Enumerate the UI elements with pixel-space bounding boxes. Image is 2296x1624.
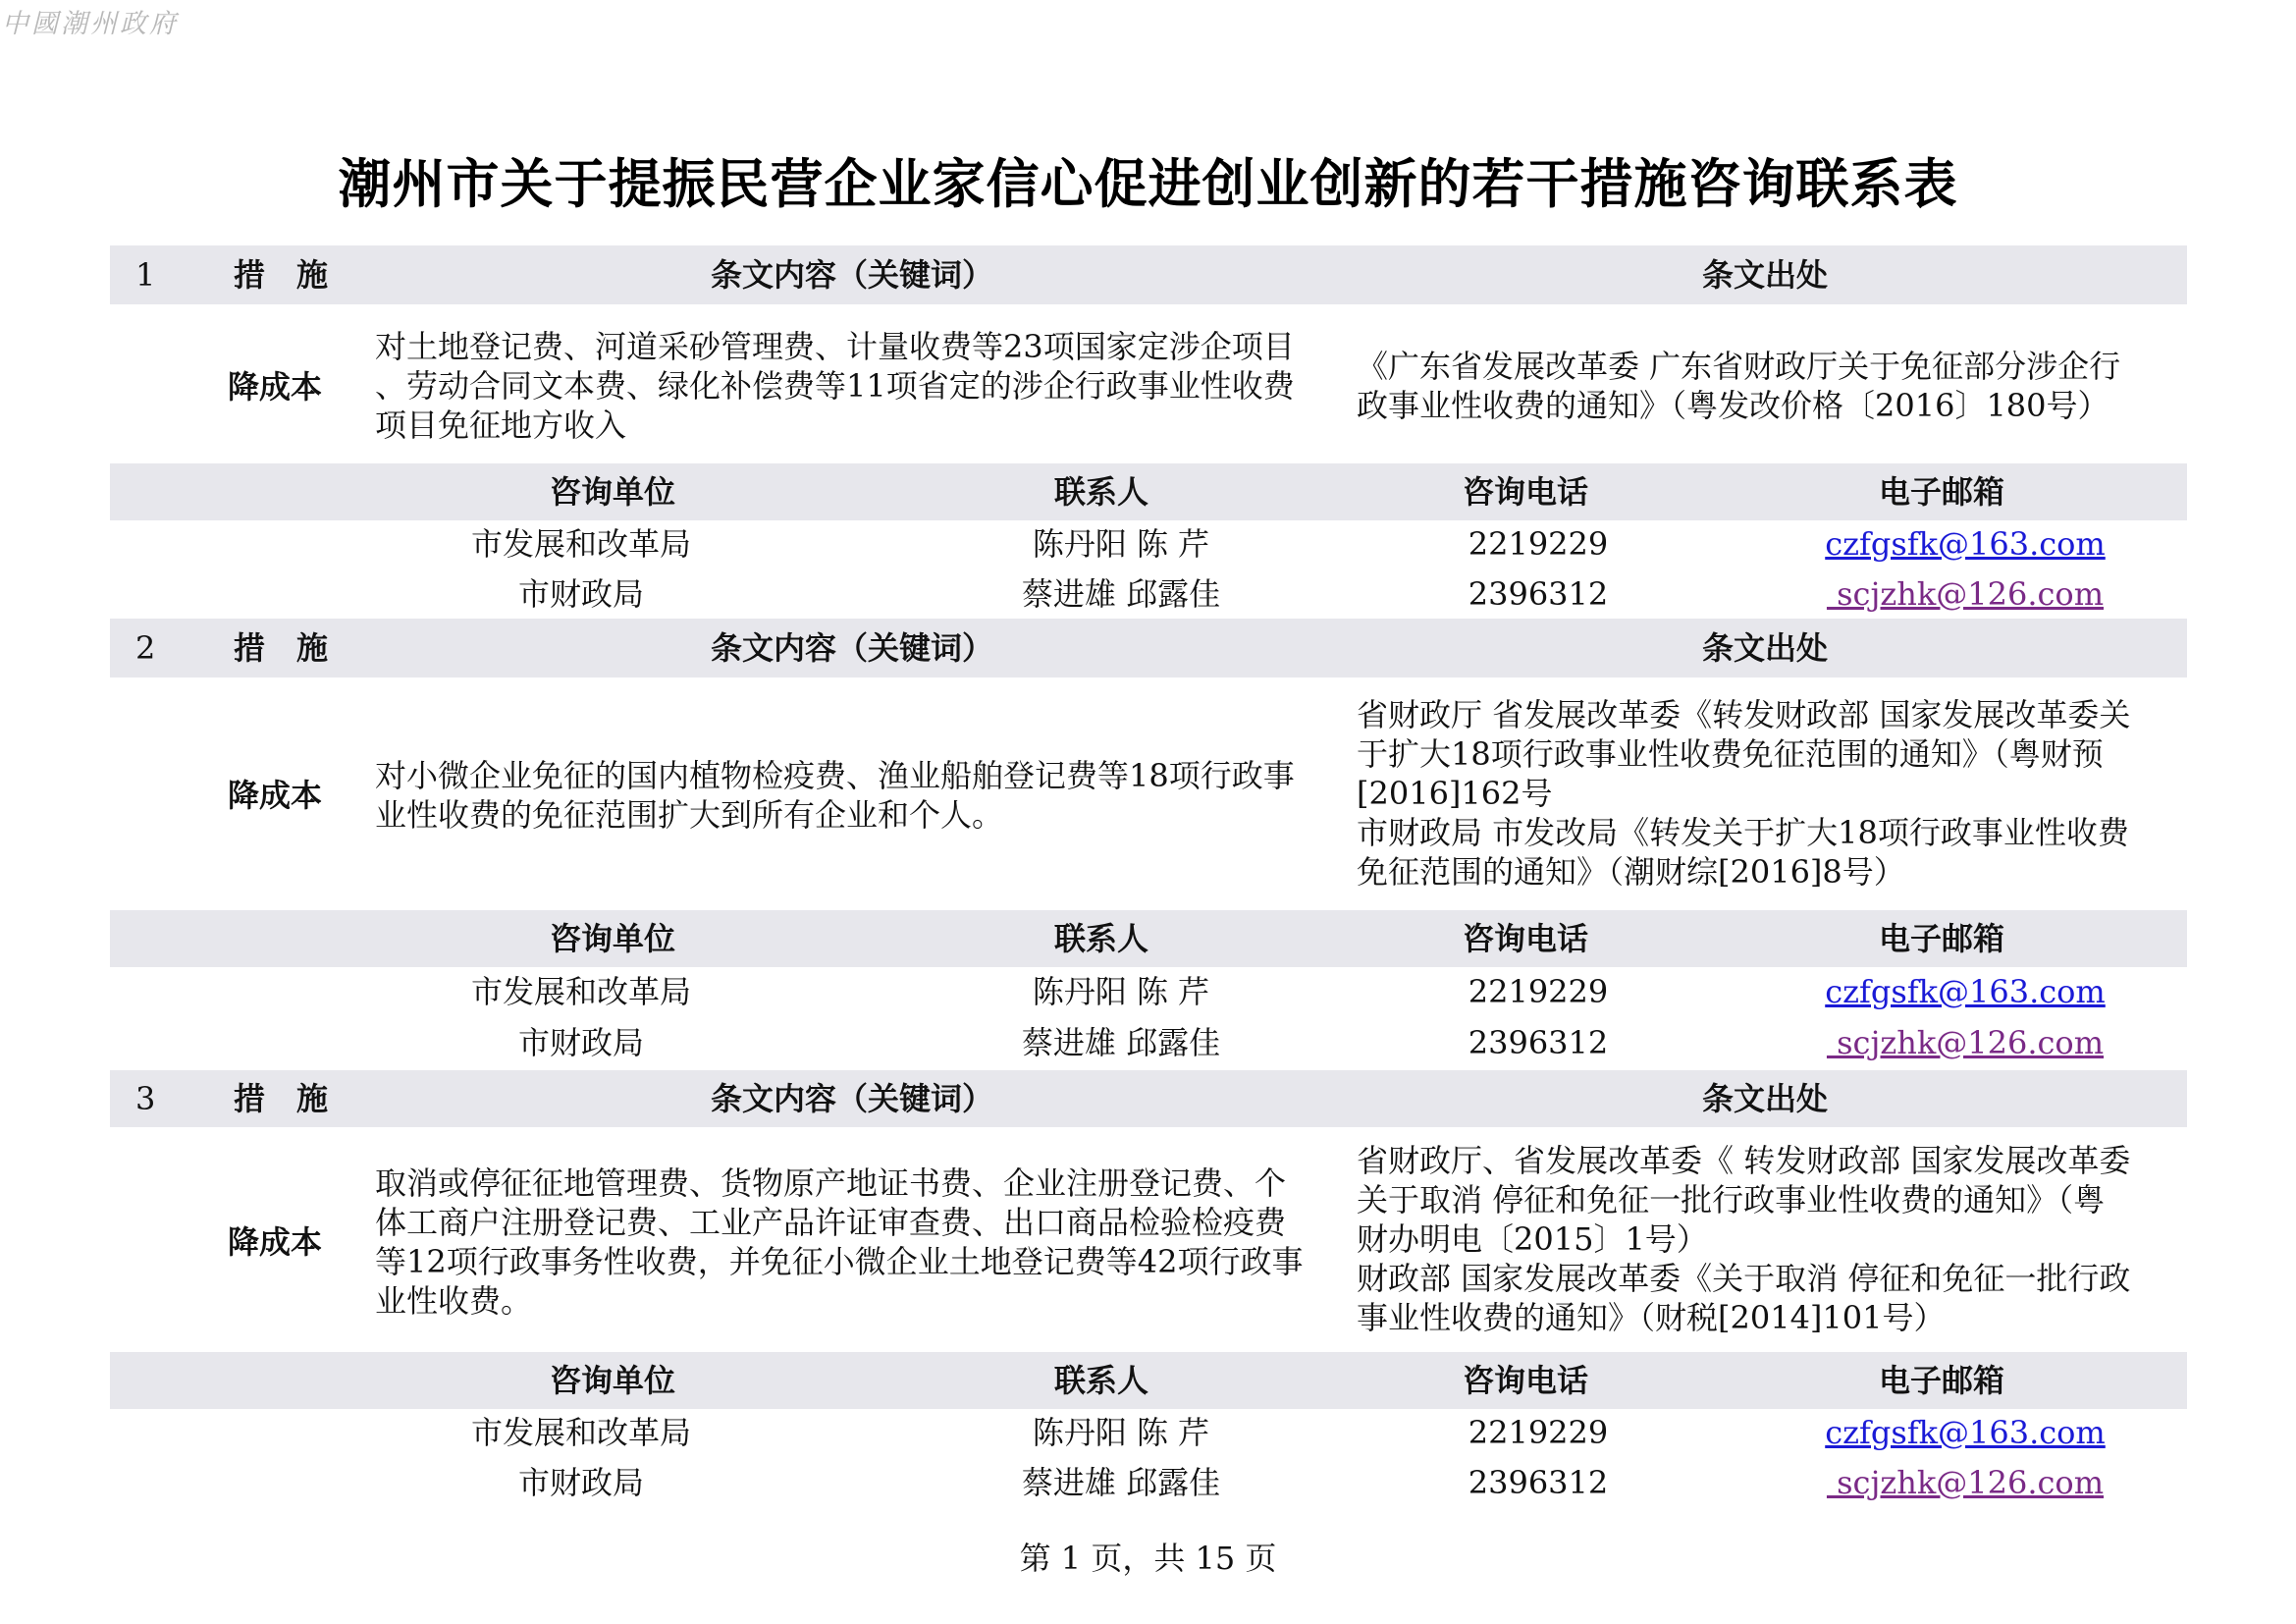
item-number: 2 <box>135 629 156 667</box>
item-number: 3 <box>135 1080 156 1117</box>
measure-block <box>110 245 2187 614</box>
contact-unit: 市发展和改革局 <box>470 525 691 563</box>
contact-person: 陈丹阳 陈 芹 <box>1032 1414 1210 1451</box>
content-line: 对小微企业免征的国内植物检疫费、渔业船舶登记费等18项行政事 <box>375 757 1295 794</box>
content-line: 取消或停征征地管理费、货物原产地证书费、企业注册登记费、个 <box>375 1164 1287 1202</box>
contact-phone: 2396312 <box>1468 575 1609 613</box>
contact-header: 联系人 <box>1054 473 1149 511</box>
content-line: 对土地登记费、河道采砂管理费、计量收费等23项国家定涉企项目 <box>375 328 1295 365</box>
content-line: 体工商户注册登记费、工业产品许证审查费、出口商品检验检疫费 <box>375 1204 1287 1241</box>
measure-label: 降成本 <box>228 1223 323 1261</box>
email-header: 电子邮箱 <box>1879 1362 2005 1399</box>
source-line: 省财政厅 省发展改革委《转发财政部 国家发展改革委关 <box>1357 696 2131 733</box>
contact-person: 蔡进雄 邱露佳 <box>1021 1024 1221 1061</box>
contact-header-row <box>110 463 2187 520</box>
measure-header-row <box>110 1070 2187 1127</box>
email-header: 电子邮箱 <box>1879 920 2005 957</box>
contact-email-link[interactable]: scjzhk@126.com <box>1826 1024 2105 1061</box>
page-footer: 第 1 页，共 15 页 <box>1019 1540 1277 1577</box>
phone-header: 咨询电话 <box>1463 1362 1589 1399</box>
unit-header: 咨询单位 <box>550 473 676 511</box>
contact-email-link[interactable]: czfgsfk@163.com <box>1825 1414 2106 1451</box>
contact-person: 蔡进雄 邱露佳 <box>1021 575 1221 613</box>
contact-email-link[interactable]: czfgsfk@163.com <box>1825 525 2106 563</box>
contact-email-link[interactable]: czfgsfk@163.com <box>1825 973 2106 1010</box>
contact-email-link[interactable]: scjzhk@126.com <box>1826 575 2105 613</box>
contact-phone: 2219229 <box>1468 1414 1609 1451</box>
contact-person: 蔡进雄 邱露佳 <box>1021 1464 1221 1501</box>
content-line: 项目免征地方收入 <box>375 406 627 444</box>
contact-person: 陈丹阳 陈 芹 <box>1032 973 1210 1010</box>
content-line: 等12项行政事务性收费，并免征小微企业土地登记费等42项行政事 <box>375 1243 1304 1280</box>
clause-source <box>1357 1141 2130 1337</box>
measure-header-row <box>110 245 2187 304</box>
contact-header: 联系人 <box>1054 1362 1149 1399</box>
contact-unit: 市财政局 <box>517 1464 644 1501</box>
clause-content <box>375 756 1295 835</box>
source-header: 条文出处 <box>1702 256 1829 294</box>
unit-header: 咨询单位 <box>550 1362 676 1399</box>
contact-phone: 2219229 <box>1468 973 1609 1010</box>
source-line: 市财政局 市发改局《转发关于扩大18项行政事业性收费 <box>1357 814 2129 851</box>
contact-phone: 2219229 <box>1468 525 1609 563</box>
measure-block <box>110 619 2187 1070</box>
source-line: 免征范围的通知》（潮财综[2016]8号） <box>1357 853 1905 891</box>
clause-content <box>375 327 1295 445</box>
contact-person: 陈丹阳 陈 芹 <box>1032 525 1210 563</box>
content-header: 条文内容（关键词） <box>711 629 994 667</box>
source-line: 财政部 国家发展改革委《关于取消 停征和免征一批行政 <box>1357 1260 2131 1297</box>
source-line: 事业性收费的通知》（财税[2014]101号） <box>1357 1299 1946 1336</box>
phone-header: 咨询电话 <box>1463 920 1589 957</box>
measure-header-row <box>110 619 2187 677</box>
clause-source <box>1357 347 2120 425</box>
source-line: 《广东省发展改革委 广东省财政厅关于免征部分涉企行 <box>1357 348 2121 385</box>
measure-block <box>110 1070 2187 1512</box>
content-header: 条文内容（关键词） <box>711 1080 994 1117</box>
source-line: 财办明电〔2015〕1号） <box>1357 1220 1708 1258</box>
page-title: 潮州市关于提振民营企业家信心促进创业创新的若干措施咨询联系表 <box>338 153 1958 215</box>
contact-phone: 2396312 <box>1468 1024 1609 1061</box>
source-line: 关于取消 停征和免征一批行政事业性收费的通知》（粤 <box>1357 1181 2106 1218</box>
contact-unit: 市发展和改革局 <box>470 1414 691 1451</box>
measure-header: 措 施 <box>234 256 329 294</box>
contact-phone: 2396312 <box>1468 1464 1609 1501</box>
contact-unit: 市财政局 <box>517 1024 644 1061</box>
item-number: 1 <box>135 256 156 294</box>
contact-unit: 市发展和改革局 <box>470 973 691 1010</box>
source-line: 省财政厅、省发展改革委《 转发财政部 国家发展改革委 <box>1357 1142 2131 1179</box>
contact-header-row <box>110 910 2187 967</box>
watermark-logo: 中國潮州政府 <box>2 9 179 39</box>
content-header: 条文内容（关键词） <box>711 256 994 294</box>
contact-email-link[interactable]: scjzhk@126.com <box>1826 1464 2105 1501</box>
email-header: 电子邮箱 <box>1879 473 2005 511</box>
source-line: 政事业性收费的通知》（粤发改价格〔2016〕180号） <box>1357 387 2109 424</box>
source-line: 于扩大18项行政事业性收费免征范围的通知》（粤财预 <box>1357 735 2104 773</box>
contact-header-row <box>110 1352 2187 1409</box>
content-line: 、劳动合同文本费、绿化补偿费等11项省定的涉企行政事业性收费 <box>375 367 1295 405</box>
clause-content <box>375 1164 1303 1321</box>
measure-label: 降成本 <box>228 368 323 406</box>
content-line: 业性收费。 <box>375 1282 533 1320</box>
source-line: [2016]162号 <box>1357 775 1553 812</box>
content-line: 业性收费的免征范围扩大到所有企业和个人。 <box>375 796 1004 834</box>
source-header: 条文出处 <box>1702 629 1829 667</box>
contact-header: 联系人 <box>1054 920 1149 957</box>
measure-header: 措 施 <box>234 1080 329 1117</box>
phone-header: 咨询电话 <box>1463 473 1589 511</box>
measure-label: 降成本 <box>228 777 323 814</box>
clause-source <box>1357 695 2130 892</box>
measure-header: 措 施 <box>234 629 329 667</box>
source-header: 条文出处 <box>1702 1080 1829 1117</box>
unit-header: 咨询单位 <box>550 920 676 957</box>
contact-unit: 市财政局 <box>517 575 644 613</box>
